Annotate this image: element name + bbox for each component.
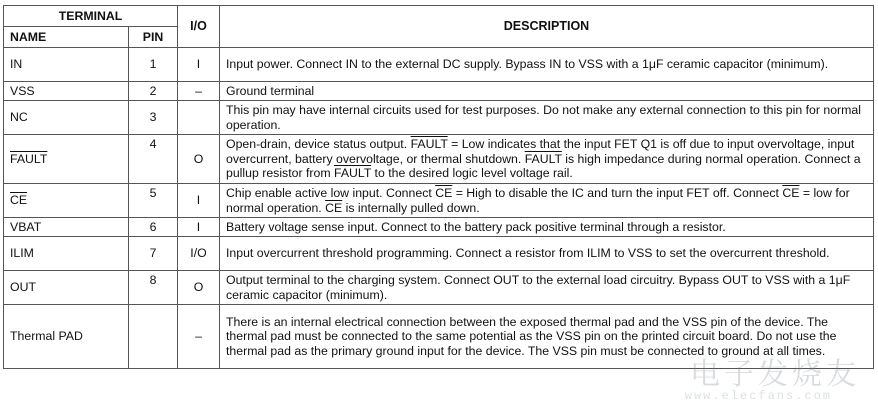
pin-description: Chip enable active low input. Connect $\overline{CE}$ = High to disable the IC and turn the input FET off. Connect $\overline{CE}$ = low for normal operation. $\overline{CE}$ is internally pulled down.: [220, 184, 874, 218]
pin-io: I: [178, 48, 220, 82]
pin-io: I/O: [178, 237, 220, 271]
pin-number: 1: [129, 48, 178, 82]
pin-io: I: [178, 218, 220, 237]
pin-io: [178, 101, 220, 135]
pin-description: Ground terminal: [220, 82, 874, 101]
pin-number: 3: [129, 101, 178, 135]
pin-number: 5: [129, 184, 178, 218]
pin-name: VSS: [4, 82, 129, 101]
pin-number: 8: [129, 271, 178, 305]
pin-name: NC: [4, 101, 129, 135]
pin-description: Open-drain, device status output. FAULT = Low indicates that the input FET Q1 is off due to input overvoltage, input overcurrent, battery overvoltage, or thermal shutdown. FAULT is high impedance during normal operation. Connect a pullup resistor from FAULT to the desired logic level voltage rail.: [220, 135, 874, 184]
pin-header: PIN: [129, 27, 178, 48]
table-row: [4, 218, 874, 237]
table-row: [4, 48, 874, 82]
pin-name: IN: [4, 48, 129, 82]
pin-io: –: [178, 305, 220, 369]
table-row: [4, 135, 874, 184]
terminal-header: TERMINAL: [4, 6, 178, 27]
pin-name: VBAT: [4, 218, 129, 237]
pin-number: 4: [129, 135, 178, 184]
io-header: I/O: [178, 6, 220, 48]
pin-number: 2: [129, 82, 178, 101]
table-row: [4, 82, 874, 101]
pin-name: $\overline{CE}$: [4, 184, 129, 218]
table-row: [4, 237, 874, 271]
pin-name: Thermal PAD: [4, 305, 129, 369]
pin-io: I: [178, 184, 220, 218]
pin-io: –: [178, 82, 220, 101]
pin-number: 7: [129, 237, 178, 271]
pin-description: This pin may have internal circuits used for test purposes. Do not make any external connection to this pin for normal operation.: [220, 101, 874, 135]
pin-name: OUT: [4, 271, 129, 305]
pin-io: O: [178, 271, 220, 305]
pin-io: O: [178, 135, 220, 184]
pin-description: Input power. Connect IN to the external DC supply. Bypass IN to VSS with a 1μF ceramic capacitor (minimum).: [220, 48, 874, 82]
pin-description: Output terminal to the charging system. Connect OUT to the external load circuitry. Bypass OUT to VSS with a 1μF ceramic capacitor (minimum).: [220, 271, 874, 305]
pin-name: FAULT: [4, 135, 129, 184]
table-row: [4, 271, 874, 305]
table-row: [4, 101, 874, 135]
pin-description: Battery voltage sense input. Connect to the battery pack positive terminal through a resistor.: [220, 218, 874, 237]
pin-name: ILIM: [4, 237, 129, 271]
watermark-logo: 电子发烧友: [690, 357, 860, 392]
name-header: NAME: [4, 27, 129, 48]
pin-description: There is an internal electrical connection between the exposed thermal pad and the VSS pin of the device. The thermal pad must be connected to the same potential as the VSS pin on the printed circuit board. Do not use the thermal pad as the primary ground input for the device. The VSS pin must be connected to ground at all times.: [220, 305, 874, 369]
pin-description: Input overcurrent threshold programming. Connect a resistor from ILIM to VSS to set the overcurrent threshold.: [220, 237, 874, 271]
table-row: [4, 184, 874, 218]
description-header: DESCRIPTION: [220, 6, 874, 48]
pin-number: 6: [129, 218, 178, 237]
pin-number: [129, 305, 178, 369]
watermark-url: www.elecfans.com: [684, 389, 832, 403]
table-row: [4, 305, 874, 369]
pin-functions-table: [3, 5, 874, 369]
